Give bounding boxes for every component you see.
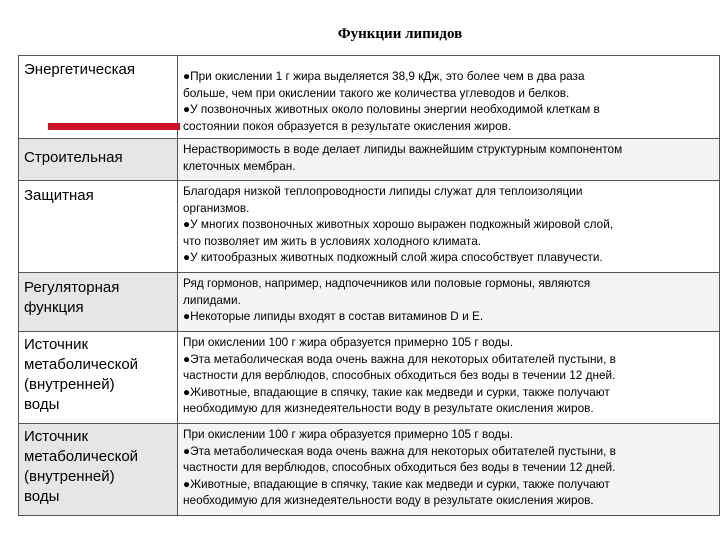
function-name-cell — [19, 139, 178, 181]
description-line: Благодаря низкой теплопроводности липиды служат для теплоизоляции — [183, 184, 583, 198]
description-line: ●Некоторые липиды входят в состав витаминов D и E. — [183, 309, 484, 323]
description-line: больше, чем при окислении такого же количества углеводов и белков. — [183, 85, 570, 100]
function-name: Защитная — [24, 187, 94, 204]
description-line: что позволяет им жить в условиях холодного климата. — [183, 233, 482, 248]
function-description-cell — [178, 332, 720, 424]
table-row — [19, 181, 720, 273]
description-line: необходимую для жизнедеятельности воду в результате окисления жиров. — [183, 401, 594, 415]
function-description-cell — [178, 181, 720, 273]
function-name: Энергетическая — [24, 61, 135, 78]
description-line: ●Животные, впадающие в спячку, такие как медведи и сурки, также получают — [183, 384, 610, 399]
function-description-cell — [178, 139, 720, 181]
function-description-cell — [178, 424, 720, 516]
description-line: ●У позвоночных животных около половины энергии необходимой клеткам в — [183, 102, 600, 116]
description-line: ●Эта метаболическая вода очень важна для некоторых обитателей пустыни, в — [183, 351, 616, 366]
description-line: состоянии покоя образуется в результате окисления жиров. — [183, 118, 512, 133]
function-name: Строительная — [24, 149, 123, 166]
description-line: частности для верблюдов, способных обходиться без воды в течении 12 дней. — [183, 368, 616, 382]
description-line: При окислении 100 г жира образуется примерно 105 г воды. — [183, 427, 514, 441]
function-name: функция — [24, 299, 84, 316]
function-name: Источник — [24, 428, 89, 445]
description-line: клеточных мембран. — [183, 158, 296, 173]
description-line: необходимую для жизнедеятельности воду в результате окисления жиров. — [183, 493, 594, 507]
function-description-cell — [178, 56, 720, 139]
description-line: ●У многих позвоночных животных хорошо выражен подкожный жировой слой, — [183, 217, 614, 231]
description-line: частности для верблюдов, способных обходиться без воды в течении 12 дней. — [183, 460, 616, 474]
table-row — [19, 273, 720, 332]
description-line: ●У китообразных животных подкожный слой жира способствует плавучести. — [183, 250, 603, 264]
function-description-cell — [178, 273, 720, 332]
function-name: (внутренней) — [24, 468, 115, 485]
function-name: метаболической — [24, 356, 139, 373]
function-name: метаболической — [24, 448, 139, 465]
table-row — [19, 332, 720, 424]
description-line: Нерастворимость в воде делает липиды важнейшим структурным компонентом — [183, 142, 623, 156]
description-line: ●Эта метаболическая вода очень важна для некоторых обитателей пустыни, в — [183, 443, 616, 458]
function-name: (внутренней) — [24, 376, 115, 393]
function-name: воды — [24, 488, 60, 505]
function-name-cell — [19, 332, 178, 424]
function-name: Источник — [24, 336, 89, 353]
description-line: ●Животные, впадающие в спячку, такие как медведи и сурки, также получают — [183, 476, 610, 491]
table-row — [19, 139, 720, 181]
table-row — [19, 424, 720, 516]
description-line: Ряд гормонов, например, надпочечников или половые гормоны, являются — [183, 276, 591, 290]
description-line: ●При окислении 1 г жира выделяется 38,9 кДж, это более чем в два раза — [183, 69, 585, 83]
function-name: Регуляторная — [24, 279, 120, 296]
description-line: При окислении 100 г жира образуется примерно 105 г воды. — [183, 335, 514, 349]
page-title: Функции липидов — [337, 26, 463, 42]
function-name: воды — [24, 396, 60, 413]
function-name-cell — [19, 181, 178, 273]
red-highlight-bar — [48, 123, 180, 130]
description-line: организмов. — [183, 200, 250, 215]
function-name-cell — [19, 424, 178, 516]
function-name-cell — [19, 273, 178, 332]
description-line: липидами. — [183, 292, 241, 307]
